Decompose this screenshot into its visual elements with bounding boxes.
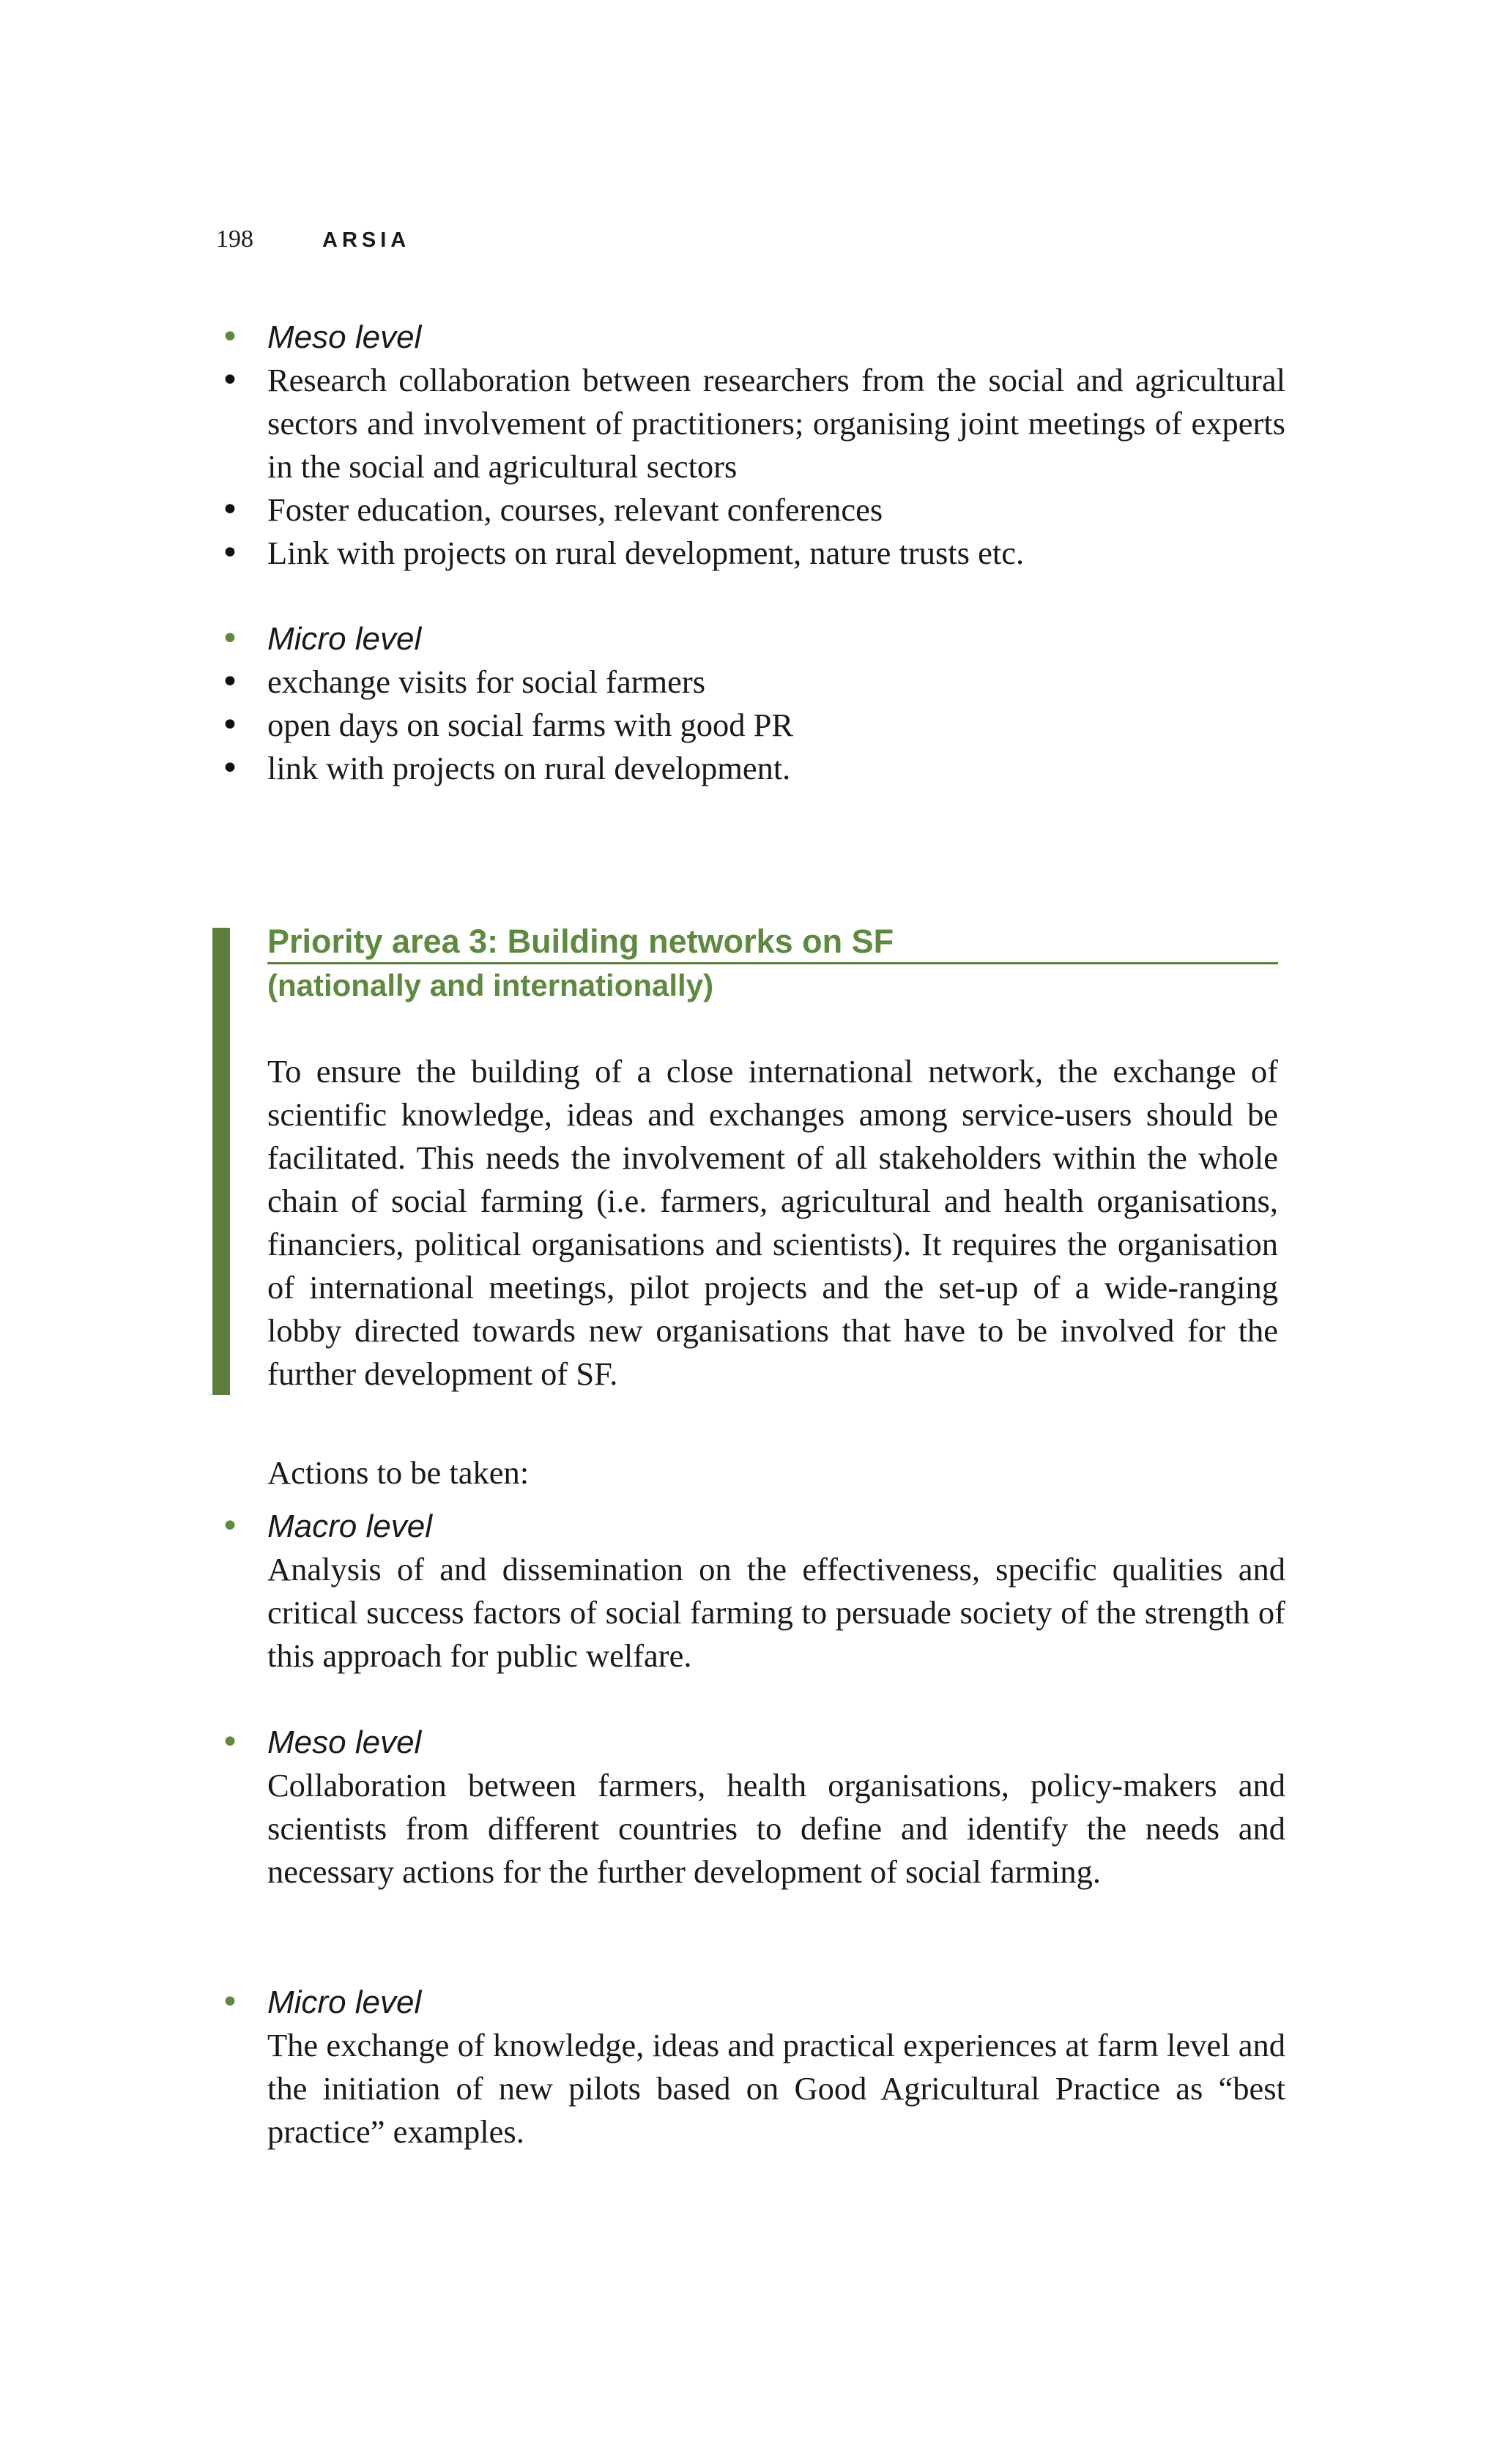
meso-level-heading (216, 1721, 1285, 1764)
page-number: 198 (216, 226, 253, 253)
bullet-icon: • (220, 491, 240, 529)
green-bullet-icon: • (220, 1984, 240, 2021)
meso-level-heading (216, 316, 1285, 359)
meso-level-list (216, 316, 1285, 575)
list-item (216, 532, 1285, 575)
green-bullet-icon: • (220, 319, 240, 356)
bullet-icon: • (220, 535, 240, 572)
action-text-row (216, 1548, 1285, 1678)
level-label: Meso level (267, 319, 422, 355)
bullet-icon: • (220, 663, 240, 701)
list-item (216, 488, 1285, 532)
action-text-row (216, 2024, 1285, 2154)
action-text: The exchange of knowledge, ideas and practical experiences at farm level and the initiation of new pilots based on Good Agricultural Practice as “best practice” examples. (267, 2027, 1285, 2150)
green-bullet-icon: • (220, 1508, 240, 1545)
green-bullet-icon: • (220, 620, 240, 658)
priority-area-sidebar (212, 928, 230, 1395)
level-label: Micro level (267, 1984, 422, 2020)
priority-area-subtitle: (nationally and internationally) (267, 968, 714, 1002)
micro-level-list (216, 617, 1285, 790)
level-label: Meso level (267, 1724, 422, 1760)
bullet-icon: • (220, 707, 240, 744)
list-item (216, 359, 1285, 488)
list-item-text: Research collaboration between researchers from the social and agricultural sectors and involvement of practitioners; organising joint meetings of experts in the social and agricultural sectors (267, 362, 1285, 485)
bullet-icon: • (220, 362, 240, 399)
list-item-text: link with projects on rural development. (267, 750, 791, 786)
bullet-icon: • (220, 750, 240, 787)
micro-level-heading (216, 617, 1285, 660)
level-label: Micro level (267, 621, 422, 657)
level-label: Macro level (267, 1508, 432, 1544)
page-header (216, 226, 410, 253)
list-item-text: exchange visits for social farmers (267, 663, 706, 700)
action-text: Analysis of and dissemination on the effectiveness, specific qualities and critical success factors of social farming to persuade society of the strength of this approach for public welfare. (267, 1551, 1285, 1674)
list-item (216, 704, 1285, 747)
list-item (216, 660, 1285, 704)
meso-level-action (216, 1721, 1285, 1894)
priority-area-paragraph: To ensure the building of a close international network, the exchange of scientific knowledge, ideas and exchanges among service-users should be facilitated. This needs the involvement of all stakeholders within the whole chain of social farming (i.e. farmers, agricultural and health organisations, financiers, political organisations and scientists). It requires the organisation of international meetings, pilot projects and the set-up of a wide-ranging lobby directed towards new organisations that have to be involved for the further development of SF. (267, 1053, 1278, 1392)
action-text: Collaboration between farmers, health organisations, policy-makers and scientists from different countries to define and identify the needs and necessary actions for the further development of social farming. (267, 1767, 1285, 1890)
priority-area-title: Priority area 3: Building networks on SF (267, 923, 894, 960)
priority-area-title-rule (267, 921, 1278, 964)
list-item-text: Foster education, courses, relevant conferences (267, 491, 883, 528)
micro-level-heading (216, 1981, 1285, 2024)
macro-level-heading (216, 1505, 1285, 1548)
running-head: ARSIA (322, 228, 411, 252)
list-item-text: open days on social farms with good PR (267, 707, 794, 743)
actions-intro: Actions to be taken: (267, 1454, 530, 1491)
action-text-row (216, 1764, 1285, 1894)
green-bullet-icon: • (220, 1724, 240, 1761)
micro-level-action (216, 1981, 1285, 2154)
list-item (216, 747, 1285, 790)
list-item-text: Link with projects on rural development, nature trusts etc. (267, 535, 1025, 571)
macro-level-action (216, 1505, 1285, 1678)
